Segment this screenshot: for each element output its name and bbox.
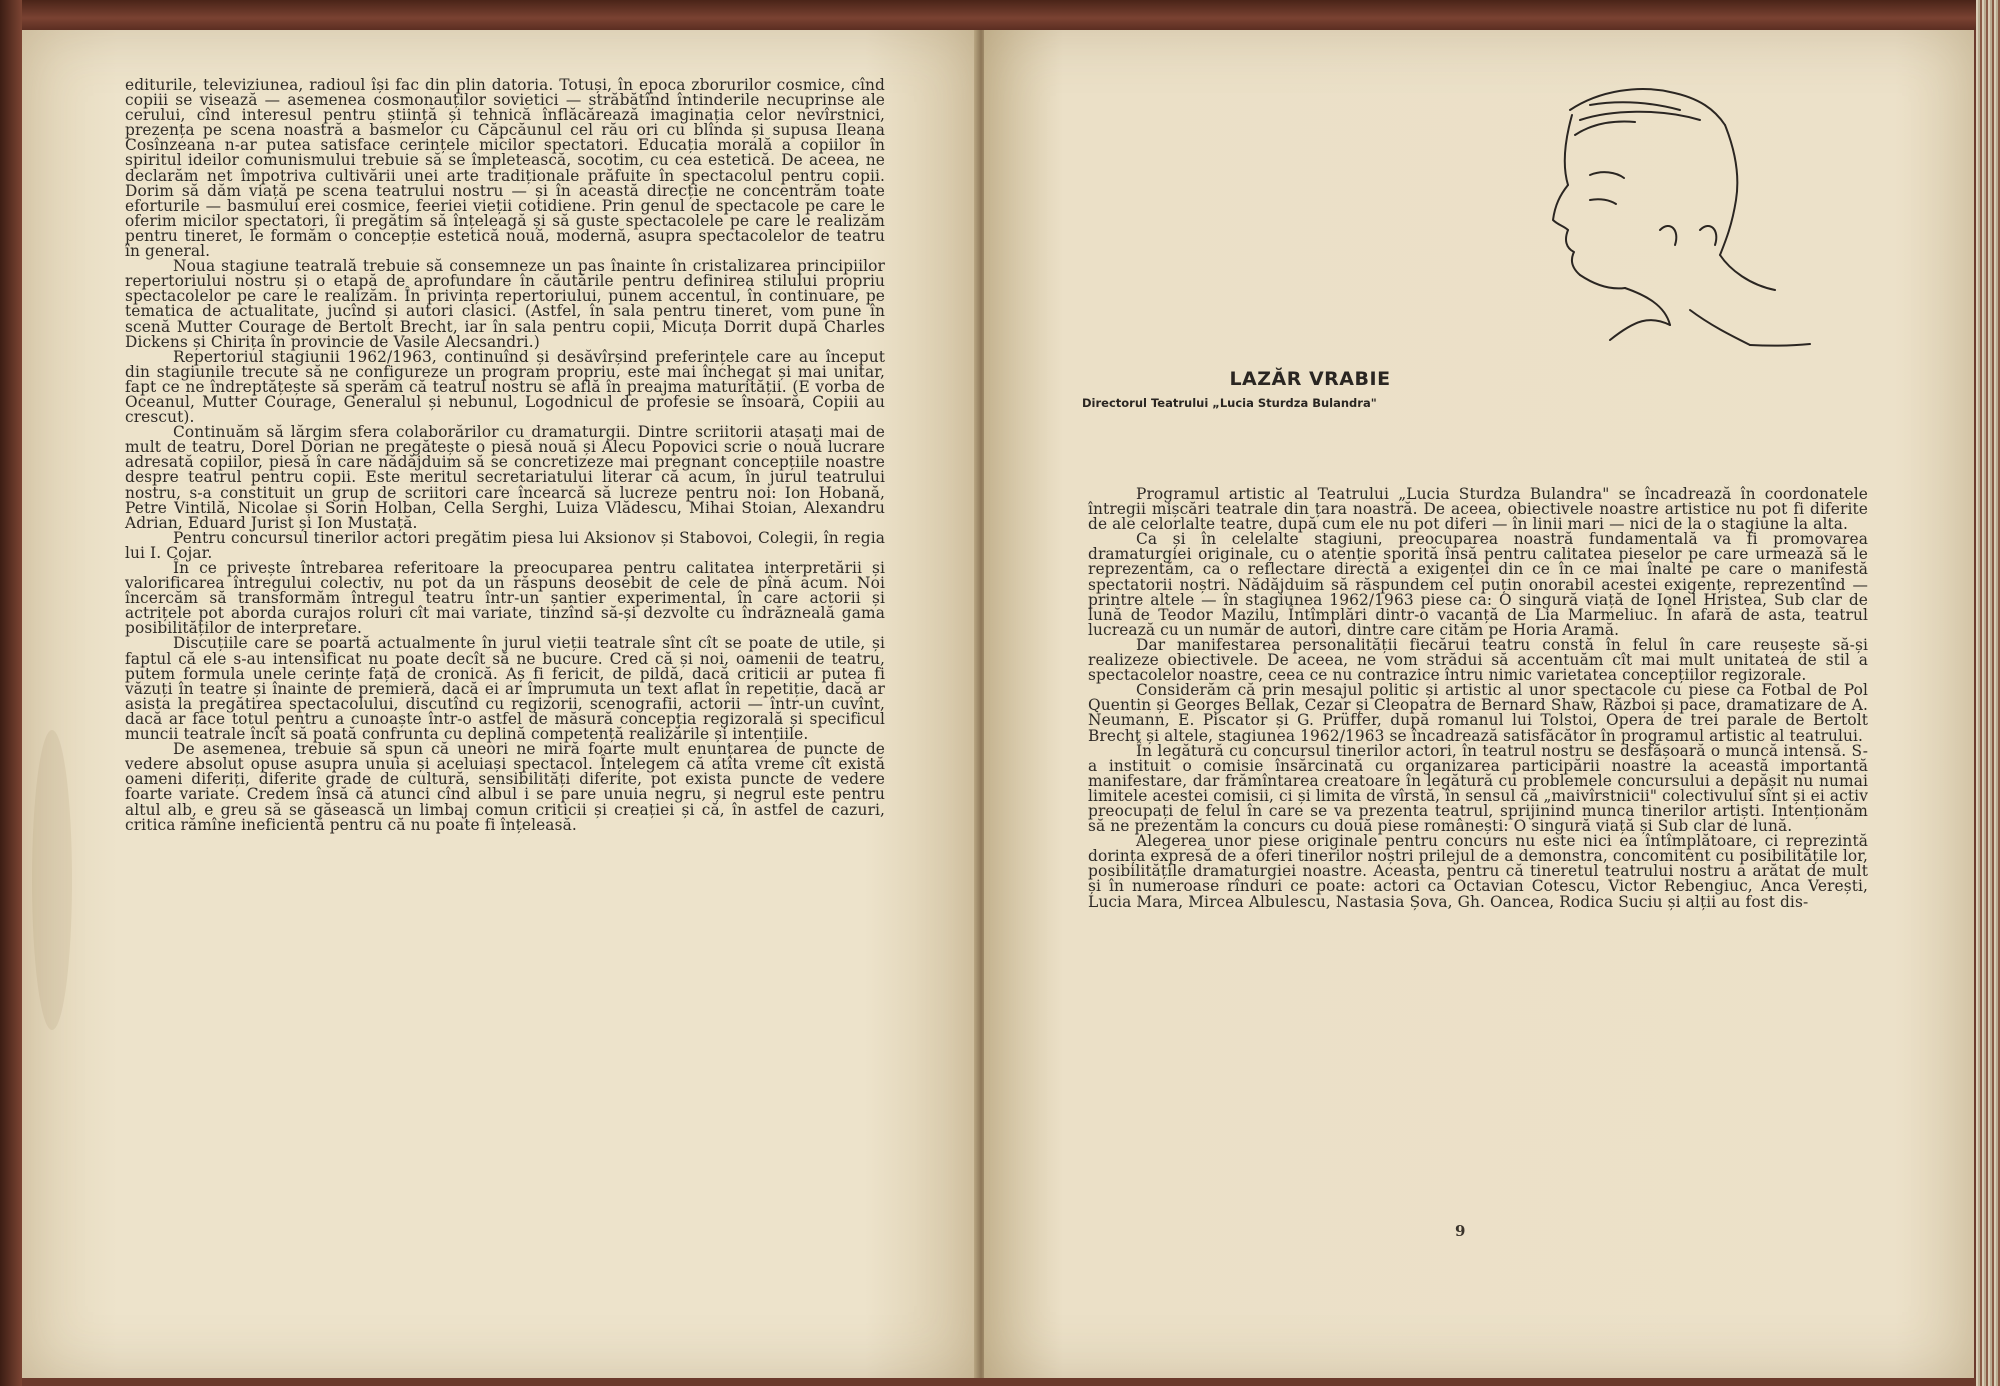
author-role: Directorul Teatrului „Lucia Sturdza Bulandra" xyxy=(1082,396,1377,410)
paragraph: În ce privește întrebarea referitoare la preocuparea pentru calitatea interpretării și valorificarea întregului colectiv, nu pot da un răspuns deosebit de cele de pînă acum. Noi încercăm să transformăm întregul teatru într-un șantier experimental, în care actorii și actrițele pot aborda curajos roluri cît mai variate, tinzînd să-și dezvolte cu îndrăzneală gama posibilităților de interpretare. xyxy=(125,559,885,638)
page-number: 9 xyxy=(1455,1222,1466,1240)
page-stain xyxy=(32,730,72,1030)
author-name: LAZĂR VRABIE xyxy=(1229,368,1391,390)
paragraph: editurile, televiziunea, radioul își fac din plin datoria. Totuși, în epoca zborurilor cosmice, cînd copiii se visează — asemenea cosmonauților sovietici — străbătînd întinderile necuprinse ale cerului, cînd interesul pentru știință și tehnică înflăcărează imaginația celor nevîrstnici, prezența pe scena noastră a basmelor cu Căpcăunul cel rău ori cu blînda și supusa Ileana Cosînzeana n-ar putea satisface cerințele micilor spectatori. Educația morală a copiilor în spiritul ideilor comunismului trebuie să se împletească, socotim, cu cea estetică. De aceea, ne declarăm net împotriva cultivării unei arte tradiționale prăfuite în spectacolul pentru copii. Dorim să dăm viață pe scena teatrului nostru — și în această direcție ne concentrăm toate eforturile — basmului erei cosmice, feeriei vieții cotidiene. Prin genul de spectacole pe care le oferim micilor spectatori, îi pregătim să înțeleagă și să guste spectacolele pe care le realizăm pentru tineret, le formăm o concepție estetică nouă, modernă, asupra spectacolelor de teatru în general. xyxy=(125,76,885,261)
right-page-article-text xyxy=(1088,487,1868,910)
book-page-edges-right xyxy=(1976,0,2000,1386)
paragraph: Discuțiile care se poartă actualmente în jurul vieții teatrale sînt cît se poate de utile, și faptul că ele s-au intensificat nu poate decît să ne bucure. Cred că și noi, oamenii de teatru, putem formula unele cerințe față de cronică. Aș fi fericit, de pildă, dacă criticii ar putea fi văzuți în teatre și înainte de premieră, dacă ei ar împrumuta un text aflat în repetiție, dacă ar asista la pregătirea spectacolului, discutînd cu regizorii, scenografii, actorii — într-un cuvînt, dacă ar face totul pentru a cunoaște într-o astfel de măsură concepția regizorală și specificul muncii teatrale încît să poată confrunta cu deplină competență realizările și intențiile. xyxy=(125,634,885,744)
portrait-sketch xyxy=(1550,80,1830,360)
paragraph: Repertoriul stagiunii 1962/1963, continuînd și desăvîrșind preferințele care au început din stagiunile trecute să ne configureze un program propriu, este mai închegat și mai unitar, fapt ce ne îndreptățește să sperăm că teatrul nostru se află în preajma maturității. (E vorba de Oceanul, Mutter Courage, Generalul și nebunul, Logodnicul de profesie se însoară, Copiii au crescut). xyxy=(125,347,885,427)
paragraph: Dar manifestarea personalității fiecărui teatru constă în felul în care reușește să-și realizeze obiectivele. De aceea, ne vom strădui să accentuăm cît mai mult unitatea de stil a spectacolelor noastre, ceea ce nu contrazice întru nimic varietatea concepțiilor regizorale. xyxy=(1088,635,1868,685)
paragraph: Programul artistic al Teatrului „Lucia Sturdza Bulandra" se încadrează în coordonatele întregii mișcări teatrale din țara noastră. De aceea, obiectivele noastre artistice nu pot fi diferite de ale celorlalte teatre, după cum ele nu pot diferi — în linii mari — nici de la o stagiune la alta. xyxy=(1088,485,1868,534)
paragraph: De asemenea, trebuie să spun că uneori ne miră foarte mult enunțarea de puncte de vedere absolut opuse asupra unuia și aceluiași spectacol. Înțelegem că atîta vreme cît există oameni diferiți, diferite grade de cultură, sensibilități diferite, pot exista puncte de vedere foarte variate. Credem însă că atunci cînd albul i se pare unuia negru, și negrul este pentru altul alb, e greu să se găsească un limbaj comun criticii și creației și că, în astfel de cazuri, critica rămîne ineficientă pentru că nu poate fi înțeleasă. xyxy=(125,740,885,834)
paragraph: Noua stagiune teatrală trebuie să consemneze un pas înainte în cristalizarea principiilor repertoriului nostru și o etapă de aprofundare în căutările pentru definirea stilului propriu spectacolelor pe care le realizăm. În privința repertoriului, punem accentul, în continuare, pe tematica de actualitate, jucînd și autori clasici. (Astfel, în sala pentru tineret, vom pune în scenă Mutter Courage de Bertolt Brecht, iar în sala pentru copii, Micuța Dorrit după Charles Dickens și Chirița în provincie de Vasile Alecsandri.) xyxy=(125,257,885,351)
left-page-article-text xyxy=(125,78,885,833)
paragraph: Alegerea unor piese originale pentru concurs nu este nici ea întîmplătoare, ci reprezintă dorința expresă de a oferi tinerilor noștri prilejul de a demonstra, concomitent cu posibilitățile lor, posibilitățile dramaturgiei noastre. Aceasta, pentru că tineretul teatrului nostru a arătat de mult și în numeroase rînduri ce poate: actori ca Octavian Cotescu, Victor Rebengiuc, Anca Verești, Lucia Mara, Mircea Albulescu, Nastasia Șova, Gh. Oancea, Rodica Suciu și alții au fost dis- xyxy=(1088,832,1868,911)
paragraph: Pentru concursul tinerilor actori pregătim piesa lui Aksionov și Stabovoi, Colegii, în regia lui I. Cojar. xyxy=(125,528,885,562)
book-cover-top-edge xyxy=(0,0,2000,30)
book-cover-left-edge xyxy=(0,0,22,1386)
paragraph: În legătură cu concursul tinerilor actori, în teatrul nostru se desfășoară o muncă intensă. S-a instituit o comisie însărcinată cu organizarea participării noastre la această importantă manifestare, dar frămîntarea creatoare în legătură cu problemele concursului a depășit nu numai limitele acestei comisii, ci și limita de vîrstă, în sensul că „maivîrstnicii" colectivului sînt și ei activ preocupați de felul în care se va prezenta teatrul, sprijinind munca tinerilor artiști. Intenționăm să ne prezentăm la concurs cu două piese românești: O singură viață și Sub clar de lună. xyxy=(1088,741,1868,836)
paragraph: Ca și în celelalte stagiuni, preocuparea noastră fundamentală va fi promovarea dramaturgiei originale, cu o atenție sporită însă pentru calitatea pieselor pe care urmează să le reprezentăm, ca o reflectare directă a exigenței din ce în ce mai înalte pe care o manifestă spectatorii noștri. Nădăjduim să răspundem cel puțin onorabil acestei exigențe, reprezentînd — printre altele — în stagiunea 1962/1963 piese ca: O singură viață de Ionel Hristea, Sub clar de lună de Teodor Mazilu, Întîmplări dintr-o vacanță de Lia Marmeliuc. În afară de asta, teatrul lucrează cu un număr de autori, dintre care cităm pe Horia Aramă. xyxy=(1088,530,1868,639)
paragraph: Considerăm că prin mesajul politic și artistic al unor spectacole cu piese ca Fotbal de Pol Quentin și Georges Bellak, Cezar și Cleopatra de Bernard Shaw, Război și pace, dramatizare de A. Neumann, E. Piscator și G. Prüffer, după romanul lui Tolstoi, Opera de trei parale de Bertolt Brecht și altele, stagiunea 1962/1963 se încadrează satisfăcător în programul artistic al teatrului. xyxy=(1088,681,1868,745)
paragraph: Continuăm să lărgim sfera colaborărilor cu dramaturgii. Dintre scriitorii atașați mai de mult de teatru, Dorel Dorian ne pregătește o piesă nouă și Alecu Popovici scrie o nouă lucrare adresată copiilor, piesă în care nădăjduim să se concretizeze mai pregnant concepțiile noastre despre teatrul pentru copii. Este meritul secretariatului literar că acum, în jurul teatrului nostru, s-a constituit un grup de scriitori care încearcă să lucreze pentru noi: Ion Hobană, Petre Vintilă, Nicolae și Sorin Holban, Cella Serghi, Luiza Vlădescu, Mihai Stoian, Alexandru Adrian, Eduard Jurist și Ion Mustață. xyxy=(125,423,885,532)
